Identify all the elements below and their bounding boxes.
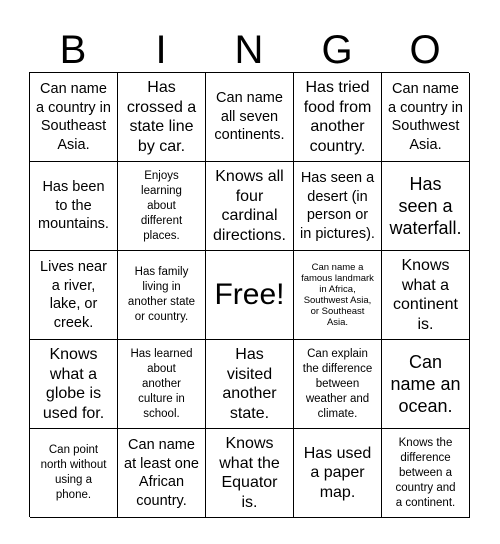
bingo-cell[interactable] bbox=[118, 73, 206, 162]
cell-text: Can name an ocean. bbox=[390, 352, 461, 416]
bingo-cell[interactable] bbox=[382, 162, 470, 251]
cell-text: Has used a paper map. bbox=[303, 444, 372, 501]
header-letter-o: O bbox=[409, 28, 441, 72]
bingo-cell[interactable] bbox=[382, 429, 470, 518]
bingo-cell[interactable] bbox=[294, 429, 382, 518]
bingo-cell[interactable] bbox=[30, 73, 118, 162]
bingo-cell[interactable] bbox=[118, 429, 206, 518]
cell-text: Has seen a desert (in person or in pictures). bbox=[300, 170, 375, 242]
bingo-cell[interactable] bbox=[118, 162, 206, 251]
free-space-cell[interactable] bbox=[206, 251, 294, 340]
cell-text: Can explain the difference between weather and climate. bbox=[302, 347, 373, 420]
bingo-cell[interactable] bbox=[382, 340, 470, 429]
bingo-cell[interactable] bbox=[206, 73, 294, 162]
cell-text: Can name a famous landmark in Africa, Southwest Asia, or Southeast Asia. bbox=[301, 262, 374, 328]
cell-text: Has learned about another culture in school. bbox=[130, 347, 193, 420]
header-letter-b: B bbox=[59, 28, 87, 72]
cell-text: Can name all seven continents. bbox=[214, 90, 285, 144]
bingo-cell[interactable] bbox=[30, 162, 118, 251]
bingo-cell[interactable] bbox=[206, 340, 294, 429]
bingo-cell[interactable] bbox=[382, 251, 470, 340]
cell-text: Can point north without using a phone. bbox=[40, 444, 107, 501]
cell-text: Has family living in another state or country. bbox=[127, 266, 196, 323]
cell-text: Has tried food from another country. bbox=[303, 79, 372, 155]
bingo-cell[interactable] bbox=[294, 162, 382, 251]
bingo-cell[interactable] bbox=[294, 340, 382, 429]
bingo-cell[interactable] bbox=[382, 73, 470, 162]
header-letter-g: G bbox=[321, 28, 353, 72]
header-letter-i: I bbox=[155, 28, 167, 72]
cell-text: Knows what a continent is. bbox=[393, 257, 458, 333]
cell-text: Lives near a river, lake, or creek. bbox=[40, 259, 107, 331]
bingo-cell[interactable] bbox=[118, 340, 206, 429]
bingo-cell[interactable] bbox=[294, 251, 382, 340]
cell-text: Can name a country in Southeast Asia. bbox=[36, 81, 111, 153]
header-letter-n: N bbox=[234, 28, 264, 72]
cell-text: Can name a country in Southwest Asia. bbox=[388, 81, 463, 153]
bingo-cell[interactable] bbox=[294, 73, 382, 162]
free-space-text: Free! bbox=[214, 278, 285, 311]
bingo-grid bbox=[29, 72, 469, 517]
bingo-header bbox=[29, 28, 469, 72]
cell-text: Has seen a waterfall. bbox=[389, 174, 462, 238]
cell-text: Enjoys learning about different places. bbox=[140, 169, 183, 242]
bingo-cell[interactable] bbox=[30, 340, 118, 429]
bingo-cell[interactable] bbox=[30, 251, 118, 340]
cell-text: Knows what a globe is used for. bbox=[42, 346, 105, 422]
bingo-cell[interactable] bbox=[118, 251, 206, 340]
cell-text: Knows what the Equator is. bbox=[219, 435, 280, 511]
cell-text: Has visited another state. bbox=[222, 346, 277, 422]
cell-text: Knows the difference between a country and a continent. bbox=[395, 436, 456, 509]
bingo-cell[interactable] bbox=[30, 429, 118, 518]
cell-text: Knows all four cardinal directions. bbox=[213, 168, 286, 244]
cell-text: Has been to the mountains. bbox=[38, 179, 109, 233]
cell-text: Has crossed a state line by car. bbox=[126, 79, 197, 155]
bingo-cell[interactable] bbox=[206, 429, 294, 518]
cell-text: Can name at least one African country. bbox=[124, 437, 199, 509]
bingo-cell[interactable] bbox=[206, 162, 294, 251]
